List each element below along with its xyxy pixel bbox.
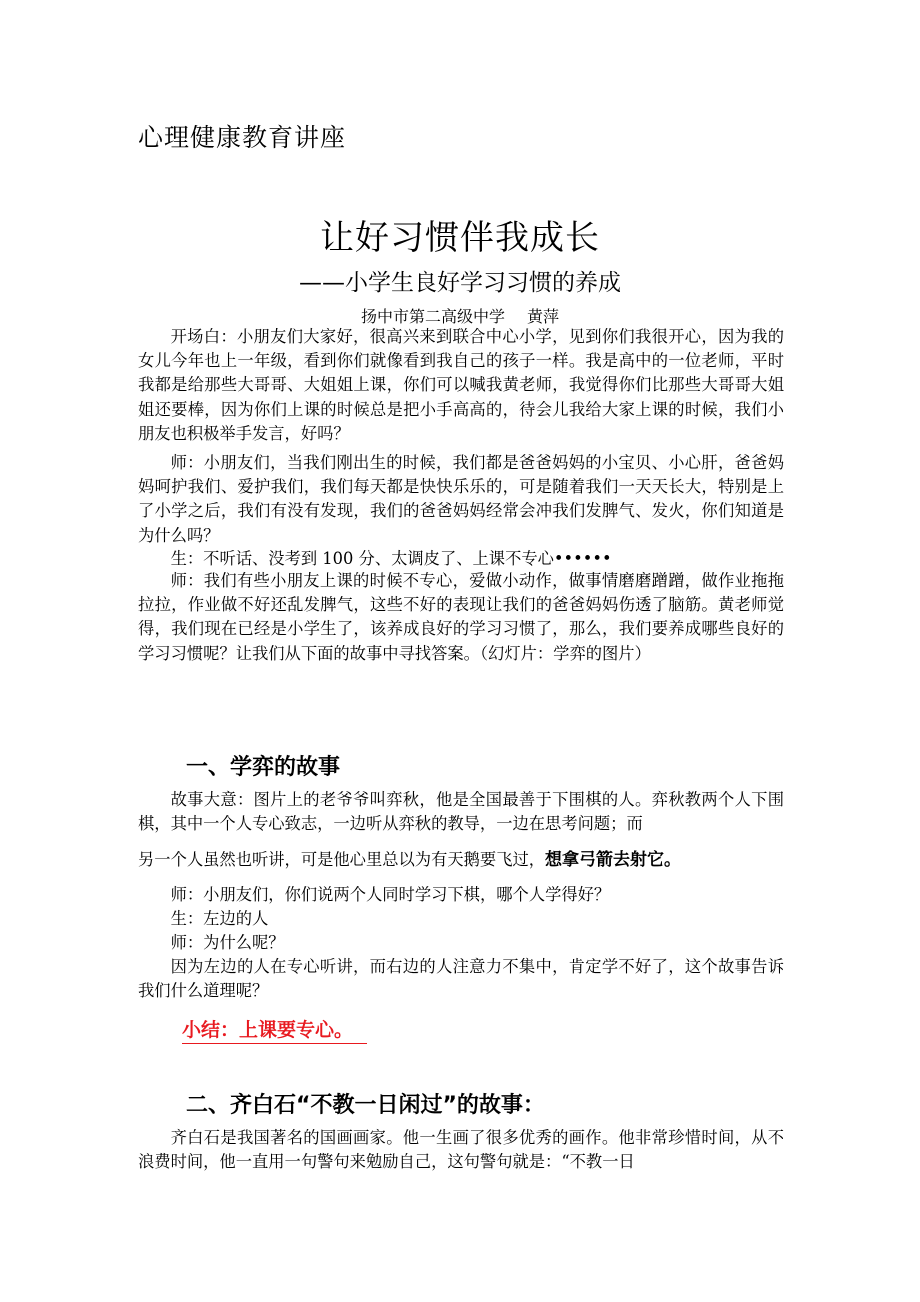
section-1-answer-1: 生：左边的人 bbox=[170, 909, 269, 928]
intro-paragraph-teacher-2: 师：我们有些小朋友上课的时候不专心，爱做小动作，做事情磨磨蹭蹭，做作业拖拖拉拉，作业做不好还乱发脾气，这些不好的表现让我们的爸爸妈妈伤透了脑筋。黄老师觉得，我们现在已经是小学生了，该养成良好的学习习惯了，那么，我们要养成哪些良好的学习习惯呢？让我们从下面的故事中寻找答案。（幻灯片：学弈的图片） bbox=[138, 571, 784, 663]
section-1-question-2: 师：为什么呢？ bbox=[170, 933, 285, 952]
story-line-3-text: 另一个人虽然也听讲，可是他心里总以为有天鹅要飞过， bbox=[138, 850, 546, 869]
intro-paragraph-teacher-1: 师：小朋友们，当我们刚出生的时候，我们都是爸爸妈妈的小宝贝、小心肝，爸爸妈妈呵护我们、爱护我们，我们每天都是快快乐乐的，可是随着我们一天天长大，特别是上了小学之后，我们有没有发现，我们的爸爸妈妈经常会冲我们发脾气、发火，你们知道是为什么吗？ bbox=[138, 453, 784, 545]
author-school: 扬中市第二高级中学 bbox=[360, 307, 505, 326]
intro-paragraph-opening: 开场白：小朋友们大家好，很高兴来到联合中心小学，见到你们我很开心，因为我的女儿今年也上一年级，看到你们就像看到我自己的孩子一样。我是高中的一位老师，平时我都是给那些大哥哥、大姐姐上课，你们可以喊我黄老师，我觉得你们比那些大哥哥大姐姐还要棒，因为你们上课的时候总是把小手高高的，待会儿我给大家上课的时候，我们小朋友也积极举手发言，好吗？ bbox=[138, 327, 784, 443]
story-bold-phrase: 想拿弓箭去射它。 bbox=[545, 850, 682, 870]
author-name: 黄萍 bbox=[527, 307, 560, 326]
section-1-story-paragraph: 故事大意：图片上的老爷爷叫弈秋，他是全国最善于下围棋的人。弈秋教两个人下围棋，其中一个人专心致志，一边听从弈秋的教导，一边在思考问题；而 bbox=[138, 790, 784, 834]
section-2-heading: 二、齐白石“不教一日闲过”的故事： bbox=[186, 1093, 545, 1118]
section-2-paragraph: 齐白石是我国著名的国画画家。他一生画了很多优秀的画作。他非常珍惜时间，从不浪费时间，他一直用一句警句来勉励自己，这句警句就是：“不教一日 bbox=[138, 1128, 784, 1172]
intro-paragraph-student: 生：不听话、没考到 100 分、太调皮了、上课不专心•••••• bbox=[170, 549, 612, 568]
section-1-question-1: 师：小朋友们，你们说两个人同时学习下棋，哪个人学得好？ bbox=[170, 885, 611, 904]
main-title: 让好习惯伴我成长 bbox=[320, 218, 600, 258]
series-title: 心理健康教育讲座 bbox=[138, 123, 347, 152]
section-1-explanation: 因为左边的人在专心听讲，而右边的人注意力不集中，肯定学不好了，这个故事告诉我们什么道理呢？ bbox=[138, 957, 784, 1001]
author-line bbox=[0, 304, 920, 327]
section-1-story-line-3 bbox=[138, 848, 784, 872]
sub-title: ——小学生良好学习习惯的养成 bbox=[299, 270, 621, 296]
section-1-heading: 一、学弈的故事 bbox=[186, 755, 341, 780]
section-1-summary: 小结：上课要专心。 bbox=[182, 1015, 367, 1044]
